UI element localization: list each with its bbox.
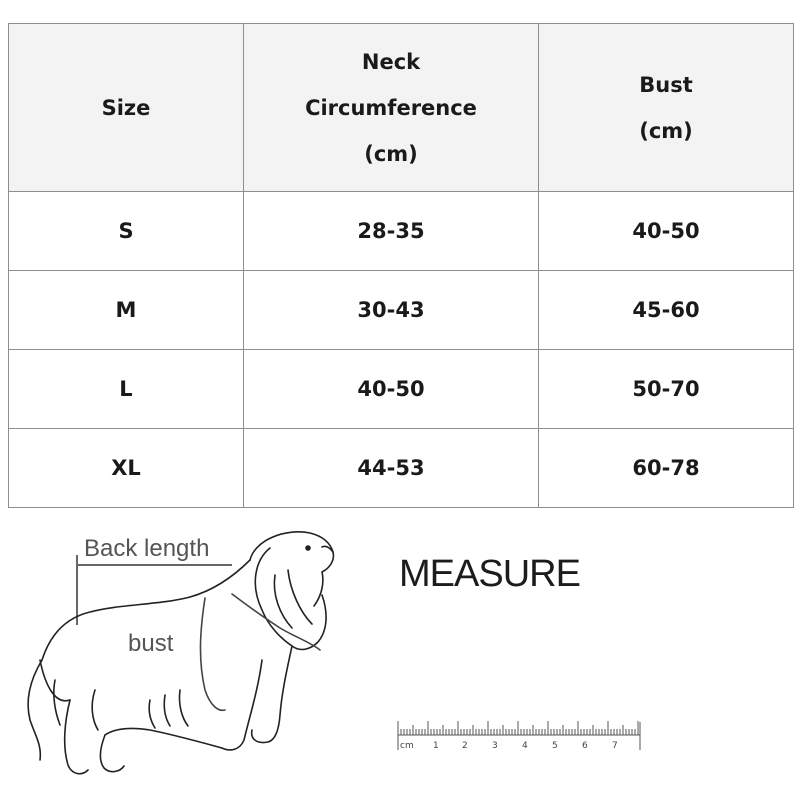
header-bust-line-2: (cm) <box>639 118 693 143</box>
header-neck-line-1: Neck <box>361 49 421 74</box>
table-row <box>9 192 794 271</box>
dog-outline-icon <box>28 532 333 774</box>
header-bust <box>539 24 794 192</box>
cell-neck: 44-53 <box>244 429 539 508</box>
cell-bust: 50-70 <box>539 350 794 429</box>
header-neck-circumference <box>244 24 539 192</box>
table-row <box>9 350 794 429</box>
table-row <box>9 271 794 350</box>
ruler-number: 1 <box>433 741 439 751</box>
ruler-number: 2 <box>462 741 468 751</box>
ruler-number: 3 <box>492 741 498 751</box>
table-row <box>9 429 794 508</box>
ruler-icon <box>398 721 640 750</box>
cell-neck: 28-35 <box>244 192 539 271</box>
ruler-unit-label: cm <box>400 741 414 751</box>
ruler-number: 4 <box>522 741 528 751</box>
cell-bust: 40-50 <box>539 192 794 271</box>
cell-neck: 30-43 <box>244 271 539 350</box>
cell-bust: 60-78 <box>539 429 794 508</box>
ruler-number: 5 <box>552 741 558 751</box>
ruler-number: 7 <box>612 741 618 751</box>
header-bust-line-1: Bust <box>639 72 693 97</box>
header-size <box>9 24 244 192</box>
cell-size: L <box>9 350 244 429</box>
ruler-number: 6 <box>582 741 588 751</box>
size-chart-table <box>8 23 794 508</box>
cell-size: XL <box>9 429 244 508</box>
header-neck-line-2: Circumference <box>305 95 477 120</box>
bust-label: bust <box>128 630 174 657</box>
header-size-label: Size <box>101 95 151 120</box>
table-header-row <box>9 24 794 192</box>
cell-size: S <box>9 192 244 271</box>
header-neck-line-3: (cm) <box>364 141 418 166</box>
cell-size: M <box>9 271 244 350</box>
back-length-label: Back length <box>84 535 210 562</box>
cell-bust: 45-60 <box>539 271 794 350</box>
measure-title: MEASURE <box>399 553 580 595</box>
cell-neck: 40-50 <box>244 350 539 429</box>
